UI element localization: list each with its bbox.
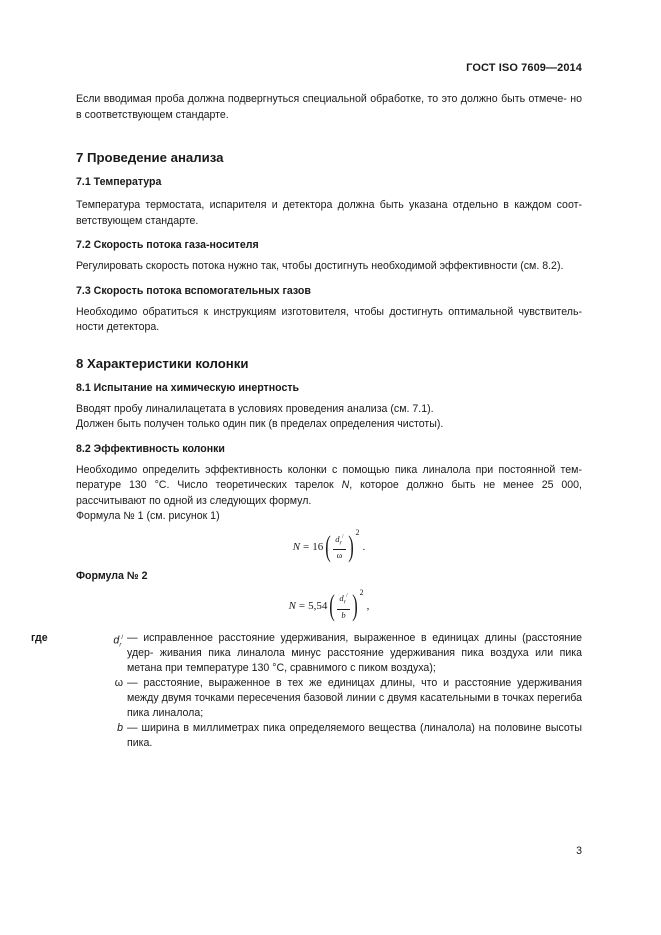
formula-1-coef: 16 — [312, 540, 324, 553]
definition-item — [31, 676, 582, 721]
definition-key — [31, 676, 127, 721]
section-8-2-title: 8.2 Эффективность колонки — [76, 442, 225, 455]
section-8-1-text-1: Вводят пробу линалилацетата в условиях проведения анализа (см. 7.1). — [76, 402, 434, 415]
formula-1-label: Формула № 1 (см. рисунок 1) — [76, 510, 220, 522]
definition-text: — исправленное расстояние удерживания, выраженное в единицах длины (расстояние удер- живания пика линалола минус расстояние удерживания пика воздуха или пика метана при температуре 130 °С, сравнимого с пиком воздуха); — [127, 632, 582, 674]
section-7-1-text: Температура термостата, испарителя и детектора должна быть указана отдельно в каждом соот- ветствующем стандарте. — [76, 199, 582, 227]
definition-item — [31, 631, 582, 676]
definition-text: — расстояние, выраженное в тех же единицах длины, что и расстояние удерживания между двумя точками пересечения базовой линии с двумя касательными в точках перегиба пика линалола; — [127, 677, 582, 719]
formula-1-lhs: N — [292, 540, 301, 553]
section-7-2-text: Регулировать скорость потока нужно так, чтобы достигнуть необходимой эффективности (см. 8.2). — [76, 260, 564, 272]
formula-1-fraction: $\frac{d_r^/}{\omega}$ — [335, 533, 344, 561]
right-paren-icon: ) — [347, 529, 354, 563]
definition-symbol: ω — [114, 677, 123, 689]
formula-2-lhs: N — [288, 600, 296, 612]
definition-key — [31, 721, 127, 751]
formula-1 — [76, 528, 582, 566]
definition-symbol: d — [113, 634, 120, 647]
formula-2-label-text: Формула № 2 — [76, 569, 148, 582]
formula-2-power: 2 — [359, 587, 364, 597]
page-number: 3 — [576, 845, 582, 857]
section-7-3-text: Необходимо обратиться к инструкциям изготовителя, чтобы достигнуть оптимальной чувствитель- ности детектора. — [76, 305, 582, 333]
formula-2-end: , — [366, 600, 370, 612]
definition-item — [31, 721, 582, 751]
section-8-title: 8 Характеристики колонки — [76, 355, 249, 371]
section-7-1-title: 7.1 Температура — [76, 176, 162, 188]
formula-2-label — [76, 569, 582, 585]
formula-1-end: . — [362, 540, 366, 553]
formula-2-coef: 5,54 — [308, 600, 328, 612]
definition-key: где $d_r^/$ — [31, 632, 123, 649]
formula-2-denominator: b — [341, 609, 346, 620]
formula-1-denominator: ω — [336, 550, 343, 561]
right-paren-icon: ) — [351, 589, 358, 622]
section-7-3-title: 7.3 Скорость потока вспомогательных газов — [76, 284, 311, 297]
section-8-1-text-2: Должен быть получен только один пик (в пределах определения чистоты). — [76, 418, 444, 430]
section-8-2-text-b: , которое должно быть не менее 25 000, рассчитывают по одной из следующих формул. — [76, 479, 582, 507]
where-word: где — [31, 632, 48, 644]
section-8-1-title: 8.1 Испытание на химическую инертность — [76, 381, 300, 394]
definition-text: — ширина в миллиметрах пика определяемого вещества (линалола) на половине высоты пика. — [127, 722, 582, 749]
plates-symbol: N — [341, 479, 350, 491]
formula-1-numerator: d — [335, 533, 340, 544]
formula-1-power: 2 — [355, 528, 360, 537]
section-8-2-text-a: Необходимо определить эффективность колонки с помощью пика линалола при постоянной тем- пературе 130 °С. Число теоретических тарелок — [76, 463, 582, 491]
left-paren-icon: ( — [325, 529, 332, 563]
formula-2-fraction: $\frac{d_r^/}{b}$ — [339, 593, 348, 620]
section-7-2-title: 7.2 Скорость потока газа-носителя — [76, 239, 259, 251]
intro-paragraph: Если вводимая проба должна подвергнуться специальной обработке, то это должно быть отмече- но в соответствующем стандарте. — [76, 93, 582, 121]
formula-2-eq: = — [298, 600, 306, 612]
formula-2 — [76, 587, 582, 625]
formula-2-numerator: d — [339, 593, 344, 604]
formula-1-eq: = — [303, 540, 310, 553]
definition-symbol: b — [117, 722, 123, 734]
section-7-title: 7 Проведение анализа — [76, 150, 224, 165]
document-header: ГОСТ ISO 7609—2014 — [466, 62, 582, 74]
definitions-list — [31, 631, 582, 751]
page-content — [31, 92, 582, 751]
left-paren-icon: ( — [329, 589, 336, 622]
section-8-2-text — [76, 463, 582, 510]
